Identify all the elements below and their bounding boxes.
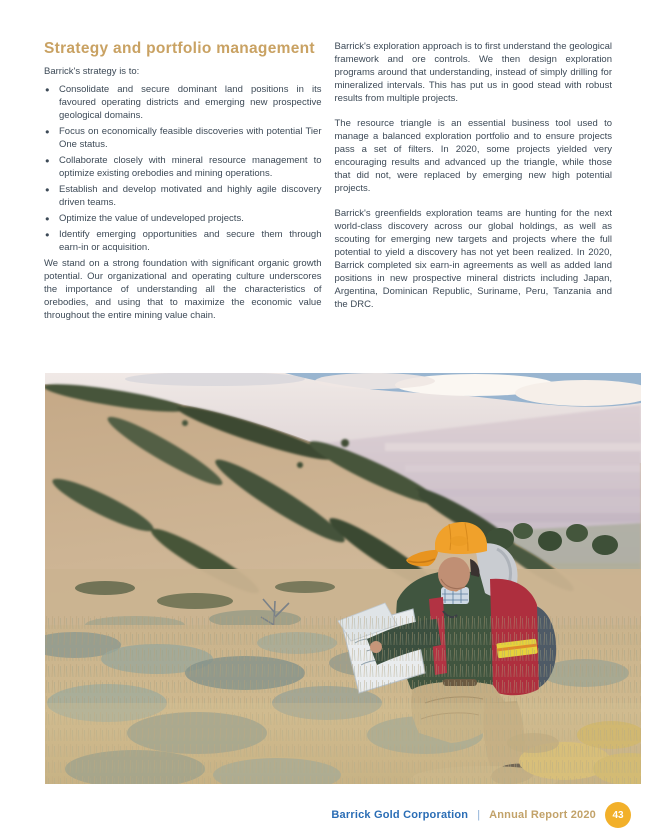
page-footer (331, 802, 631, 828)
bullet-item (44, 125, 322, 151)
bullet-text: Focus on economically feasible discoveries with potential Tier One status. (59, 126, 322, 150)
bullet-item (44, 154, 322, 180)
intro-line: Barrick's strategy is to: (44, 66, 140, 77)
right-paragraph: Barrick's exploration approach is to first understand the geological framework and ore controls. We then design exploration programs around that understanding, instead of simply drilling for mineralized intervals. This has put us in good stead with robust results from multiple projects. (334, 41, 612, 104)
bullet-text: Establish and develop motivated and highly agile discovery driven teams. (59, 184, 322, 208)
bullet-text: Identify emerging opportunities and secure them through earn-in or acquisition. (59, 229, 322, 253)
bullet-item (44, 183, 322, 209)
page-number-badge: 43 (605, 802, 631, 828)
footer-report-title: Annual Report 2020 (489, 809, 596, 821)
left-paragraph: We stand on a strong foundation with significant organic growth potential. Our organizational and operating culture underscores the importance of understanding all the characteristics of orebodies, and using that to maximize the economic value throughout the entire mining value chain. (44, 258, 322, 321)
photo-illustration (45, 373, 641, 784)
bullet-icon: ● (45, 214, 50, 223)
bullet-icon: ● (45, 85, 50, 94)
foreground-overlay (45, 613, 641, 784)
bullet-item (44, 228, 322, 254)
bullet-text: Optimize the value of undeveloped projects. (59, 213, 244, 224)
right-column (335, 40, 613, 334)
bullet-text: Consolidate and secure dominant land positions in its favoured operating districts and emerging new prospective geological domains. (59, 84, 322, 121)
bullet-icon: ● (45, 230, 50, 239)
right-paragraph: The resource triangle is an essential business tool used to manage a balanced exploration portfolio and to ensure projects pass a set of filters. In 2020, some projects yielded very encouraging results and advanced up the triangle, while those that did not, were replaced by emerging new high potential projects. (334, 118, 612, 194)
right-paragraph: Barrick's greenfields exploration teams are hunting for the next world-class discovery across our global holdings, as well as scouting for emerging new targets and projects where the full potential to yield a discovery has not yet been realized. In 2020, Barrick completed six earn-in agreements as well as added land positions in new prospective mineral districts including Japan, Argentina, Dominican Republic, Suriname, Peru, Tanzania and the DRC. (334, 208, 612, 310)
two-column-text (44, 40, 612, 334)
footer-company: Barrick Gold Corporation (331, 809, 469, 821)
face (438, 557, 470, 591)
field-geologist-photo (45, 373, 641, 784)
bullet-icon: ● (45, 156, 50, 165)
bullet-icon: ● (45, 185, 50, 194)
section-heading: Strategy and portfolio management (44, 40, 315, 57)
footer-separator: | (477, 809, 481, 821)
left-column (44, 40, 322, 334)
bullet-text: Collaborate closely with mineral resource management to optimize existing orebodies and mining operations. (59, 155, 322, 179)
bullet-item (44, 83, 322, 122)
bullet-item (44, 212, 322, 225)
bullet-icon: ● (45, 127, 50, 136)
